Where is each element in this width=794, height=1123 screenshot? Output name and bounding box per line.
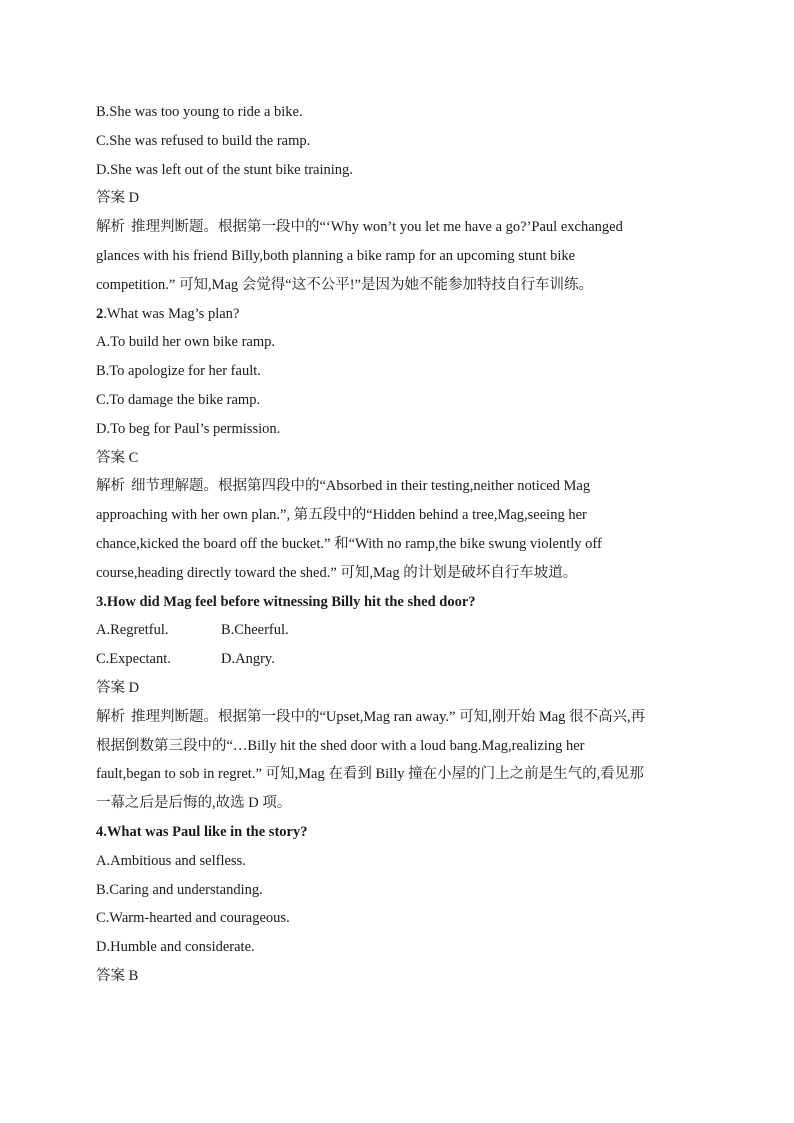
q1-analysis-line-3: competition.” 可知,Mag 会觉得“这不公平!”是因为她不能参加特技自行车训练。: [96, 276, 593, 293]
answer-label: 答案: [96, 967, 125, 984]
q3-options-row-2: [96, 645, 708, 674]
q4-question: 4.What was Paul like in the story?: [96, 823, 308, 840]
q2-option-b: B.To apologize for her fault.: [96, 363, 261, 380]
q3-option-d: D.Angry.: [221, 651, 275, 668]
analysis-label: 解析: [96, 478, 125, 495]
q2-option-d: D.To beg for Paul’s permission.: [96, 420, 281, 437]
answer-label: 答案: [96, 679, 125, 696]
q2-answer: [96, 444, 708, 473]
q4-answer: [96, 962, 708, 991]
q3-analysis-line-2: 根据倒数第三段中的“…Billy hit the shed door with a loud bang.Mag,realizing her: [96, 737, 585, 754]
q1-analysis-line-1: 解析 推理判断题。根据第一段中的“‘Why won’t you let me have a go?’Paul exchanged: [96, 219, 623, 236]
question-number: 4: [96, 823, 104, 840]
q2-option-a: A.To build her own bike ramp.: [96, 334, 275, 351]
analysis-label: 解析: [96, 708, 125, 725]
question-number: 2: [96, 305, 104, 322]
answer-value: B: [128, 967, 139, 984]
q2-analysis-line-2: approaching with her own plan.”, 第五段中的“Hidden behind a tree,Mag,seeing her: [96, 507, 587, 524]
analysis-label: 解析: [96, 219, 125, 236]
answer-value: D: [128, 679, 140, 696]
q1-option-b: B.She was too young to ride a bike.: [96, 104, 303, 120]
q4-option-c: C.Warm-hearted and courageous.: [96, 910, 290, 927]
q2-option-c: C.To damage the bike ramp.: [96, 391, 261, 408]
q3-analysis-line-4: 一幕之后是后悔的,故选 D 项。: [96, 795, 292, 812]
q3-answer: [96, 674, 708, 703]
q3-question: 3.How did Mag feel before witnessing Billy hit the shed door?: [96, 593, 476, 610]
document-page: [96, 98, 708, 991]
q3-option-b: B.Cheerful.: [221, 622, 289, 639]
answer-value: D: [128, 190, 140, 207]
q3-option-a: A.Regretful.: [96, 622, 169, 639]
q4-option-d: D.Humble and considerate.: [96, 939, 255, 956]
q2-analysis-line-4: course,heading directly toward the shed.” 可知,Mag 的计划是破坏自行车坡道。: [96, 564, 578, 581]
q4-option-a: A.Ambitious and selfless.: [96, 852, 246, 869]
q2-question: 2.What was Mag’s plan?: [96, 305, 240, 322]
q3-analysis-line-3: fault,began to sob in regret.” 可知,Mag 在看到 Billy 撞在小屋的门上之前是生气的,看见那: [96, 766, 644, 783]
q1-option-c: C.She was refused to build the ramp.: [96, 132, 311, 149]
answer-label: 答案: [96, 449, 125, 466]
q2-analysis-line-1: 解析 细节理解题。根据第四段中的“Absorbed in their testing,neither noticed Mag: [96, 478, 591, 495]
answer-label: 答案: [96, 190, 125, 207]
q1-analysis-line-2: glances with his friend Billy,both planning a bike ramp for an upcoming stunt bike: [96, 247, 576, 264]
q3-options-row-1: [96, 616, 708, 645]
q2-analysis-line-3: chance,kicked the board off the bucket.” 和“With no ramp,the bike swung violently off: [96, 535, 602, 552]
q3-option-c: C.Expectant.: [96, 651, 171, 668]
q3-analysis-line-1: 解析 推理判断题。根据第一段中的“Upset,Mag ran away.” 可知,刚开始 Mag 很不高兴,再: [96, 708, 646, 725]
q4-option-b: B.Caring and understanding.: [96, 881, 263, 898]
q1-option-d: D.She was left out of the stunt bike training.: [96, 161, 353, 178]
answer-value: C: [128, 449, 139, 466]
q1-answer: [96, 184, 708, 213]
question-number: 3: [96, 593, 104, 610]
